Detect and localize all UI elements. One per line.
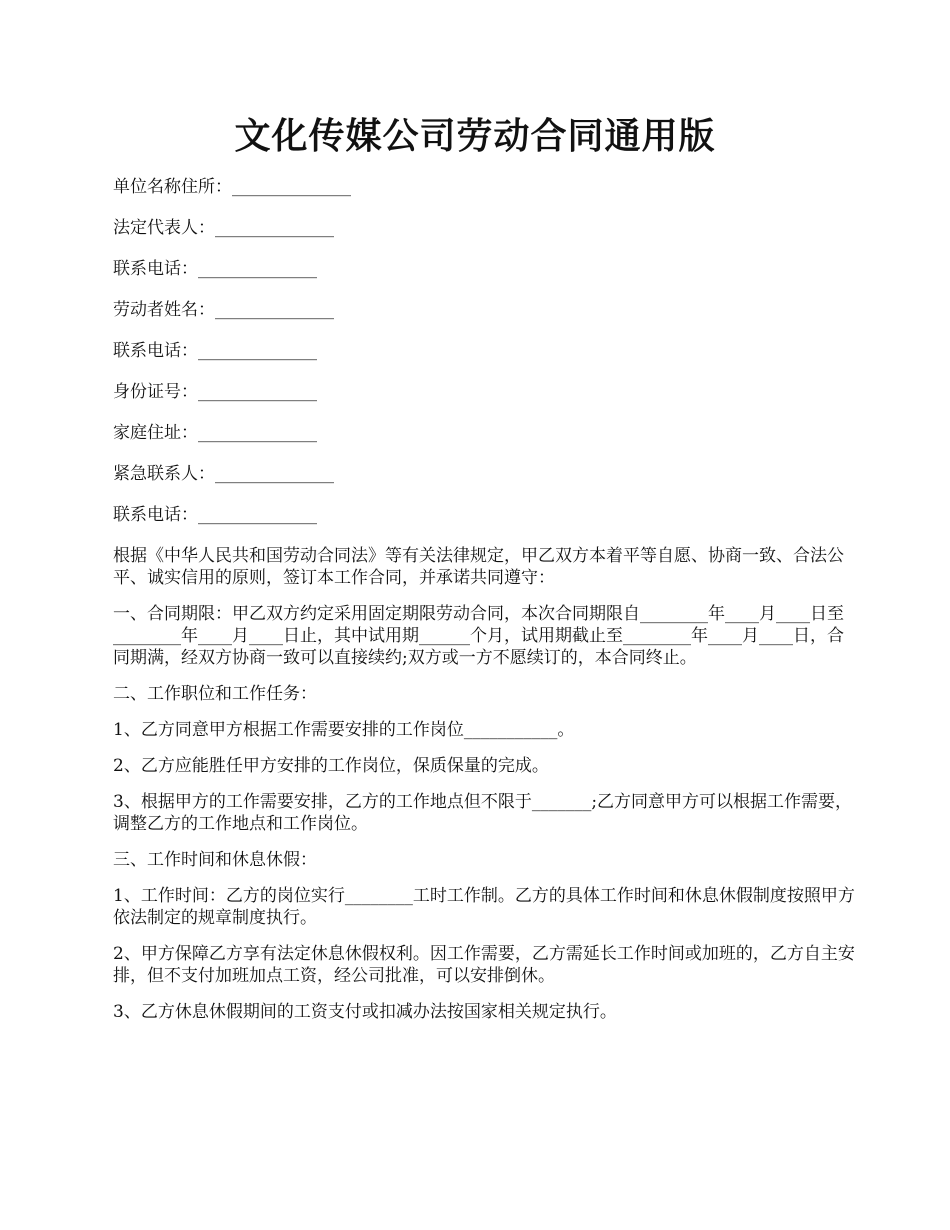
field-id-number: 身份证号：______________ xyxy=(113,382,317,402)
paragraph-contract-term: 一、合同期限：甲乙双方约定采用固定期限劳动合同，本次合同期限自________年____月____日至________年____月____日止，其中试用期______个月，试用期截止至________年____月____日，合同期满，经双方协商一致可以直接续约;双方或一方不愿续订的，本合同终止。 xyxy=(113,604,844,668)
paragraph-preamble: 根据《中华人民共和国劳动合同法》等有关法律规定，甲乙双方本着平等自愿、协商一致、合法公平、诚实信用的原则，签订本工作合同，并承诺共同遵守： xyxy=(113,546,844,588)
field-legal-representative: 法定代表人：______________ xyxy=(113,218,334,238)
field-home-address: 家庭住址：______________ xyxy=(113,423,317,443)
paragraph-job-clause-2: 2、乙方应能胜任甲方安排的工作岗位，保质保量的完成。 xyxy=(113,756,549,776)
field-company-phone: 联系电话：______________ xyxy=(113,259,317,279)
field-company-address: 单位名称住所：______________ xyxy=(113,177,351,197)
document-title: 文化传媒公司劳动合同通用版 xyxy=(234,115,716,157)
paragraph-job-clause-1: 1、乙方同意甲方根据工作需要安排的工作岗位___________。 xyxy=(113,720,575,740)
document-body xyxy=(113,176,858,1037)
paragraph-hours-clause-1: 1、工作时间：乙方的岗位实行________工时工作制。乙方的具体工作时间和休息休假制度按照甲方依法制定的规章制度执行。 xyxy=(113,886,855,928)
paragraph-job-clause-3: 3、根据甲方的工作需要安排，乙方的工作地点但不限于_______;乙方同意甲方可以根据工作需要，调整乙方的工作地点和工作岗位。 xyxy=(113,792,853,834)
field-employee-name: 劳动者姓名：______________ xyxy=(113,300,334,320)
section-heading-work-hours: 三、工作时间和休息休假： xyxy=(113,850,317,870)
field-employee-phone: 联系电话：______________ xyxy=(113,341,317,361)
field-emergency-phone: 联系电话：______________ xyxy=(113,505,317,525)
section-heading-job-position: 二、工作职位和工作任务： xyxy=(113,684,317,704)
paragraph-hours-clause-2: 2、甲方保障乙方享有法定休息休假权利。因工作需要，乙方需延长工作时间或加班的，乙方自主安排，但不支付加班加点工资，经公司批准，可以安排倒休。 xyxy=(113,944,855,986)
field-emergency-contact: 紧急联系人：______________ xyxy=(113,464,334,484)
paragraph-hours-clause-3: 3、乙方休息休假期间的工资支付或扣减办法按国家相关规定执行。 xyxy=(113,1002,617,1022)
